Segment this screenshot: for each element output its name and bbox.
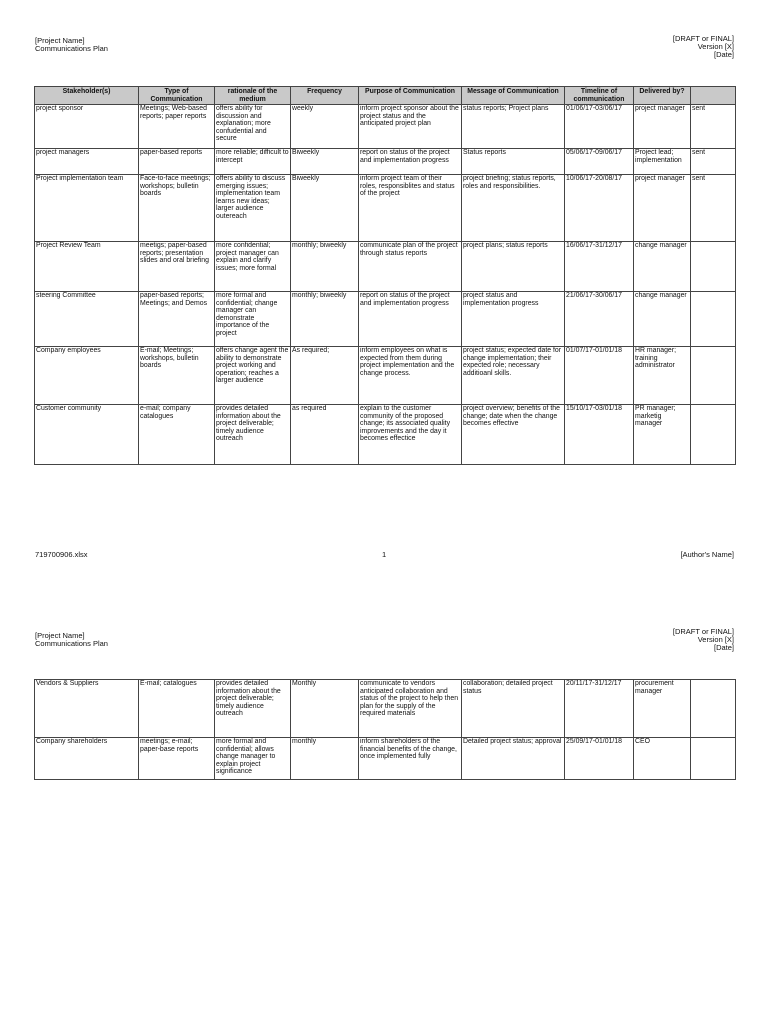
col-header: Message of Communication (462, 87, 565, 105)
table-cell: 21/06/17-30/06/17 (565, 292, 634, 347)
table-cell: Vendors & Suppliers (35, 680, 139, 738)
table-cell: Project Review Team (35, 242, 139, 292)
project-name: [Project Name] (35, 631, 85, 640)
table-cell: inform project sponsor about the project status and the anticipated project plan (359, 105, 462, 149)
table-cell: 01/07/17-01/01/18 (565, 347, 634, 405)
col-header: Purpose of Communication (359, 87, 462, 105)
doc-title: Communications Plan (35, 639, 108, 648)
table-cell: sent (691, 105, 736, 149)
table-cell: 15/10/17-03/01/18 (565, 405, 634, 465)
table-cell (691, 242, 736, 292)
table-cell: monthly (291, 738, 359, 780)
table-cell: 16/06/17-31/12/17 (565, 242, 634, 292)
table-cell: Company shareholders (35, 738, 139, 780)
table-cell: Company employees (35, 347, 139, 405)
table-body (35, 105, 736, 465)
page-2 (0, 600, 768, 1024)
table-cell: paper-based reports; Meetings; and Demos (139, 292, 215, 347)
table-row (35, 292, 736, 347)
table-cell: provides detailed information about the project deliverable; timely audience outreach (215, 405, 291, 465)
table-cell: offers ability for discussion and explanation; more confudential and secure (215, 105, 291, 149)
col-header: Stakeholder(s) (35, 87, 139, 105)
table-cell: 10/06/17-20/08/17 (565, 175, 634, 242)
table-cell: change manager (634, 242, 691, 292)
page-header-left (35, 37, 108, 53)
table-cell: e-mail; company catalogues (139, 405, 215, 465)
table-row (35, 105, 736, 149)
table-cell: 01/06/17-03/06/17 (565, 105, 634, 149)
table-cell: project briefing; status reports, roles and responsibilities. (462, 175, 565, 242)
table-cell: Status reports (462, 149, 565, 175)
doc-title: Communications Plan (35, 44, 108, 53)
footer-filename: 719700906.xlsx (35, 550, 88, 559)
table-cell: more formal and confidential; allows change manager to explain project significance (215, 738, 291, 780)
communications-table (34, 86, 736, 465)
table-cell: project manager (634, 175, 691, 242)
table-cell: procurement manager (634, 680, 691, 738)
table-cell: more reliable; difficult to intercept (215, 149, 291, 175)
table-cell: project plans; status reports (462, 242, 565, 292)
table-cell: as required (291, 405, 359, 465)
table-cell: more formal and confidential; change manager can demonstrate importance of the project (215, 292, 291, 347)
table-cell: provides detailed information about the project deliverable; timely audience outreach (215, 680, 291, 738)
table-cell: sent (691, 175, 736, 242)
table-cell: communicate plan of the project through status reports (359, 242, 462, 292)
table-cell: Biweekly (291, 149, 359, 175)
col-header (691, 87, 736, 105)
col-header: rationale of the medium (215, 87, 291, 105)
table-cell: Customer community (35, 405, 139, 465)
table-cell: As required; (291, 347, 359, 405)
table-cell: Project lead; implementation (634, 149, 691, 175)
table-cell: paper-based reports (139, 149, 215, 175)
table-cell: CEO (634, 738, 691, 780)
doc-status: [DRAFT or FINAL] (672, 34, 734, 43)
table-row (35, 738, 736, 780)
table-row (35, 347, 736, 405)
table-cell: project manager (634, 105, 691, 149)
doc-version: Version [X] (697, 42, 734, 51)
table-cell: Face-to-face meetings; workshops; bulletin boards (139, 175, 215, 242)
table-cell: offers ability to discuss emerging issues; implementation team learns new ideas; larger audience outereach (215, 175, 291, 242)
table-cell: Monthly (291, 680, 359, 738)
table-cell: project sponsor (35, 105, 139, 149)
col-header: Frequency (291, 87, 359, 105)
col-header: Timeline of communication (565, 87, 634, 105)
table-cell: communicate to vendors anticipated collaboration and status of the project to help then plan for the supply of the required materials (359, 680, 462, 738)
table-cell: explain to the customer community of the proposed change; its associated quality improvements and the day it becomes effectice (359, 405, 462, 465)
doc-date: [Date] (713, 50, 734, 59)
table-row (35, 242, 736, 292)
table-cell: Biweekly (291, 175, 359, 242)
table-cell: meetings; e-mail; paper-base reports (139, 738, 215, 780)
table-cell: project status; expected date for change implementation; their expected role; necessary additioanl skills. (462, 347, 565, 405)
table-cell: project managers (35, 149, 139, 175)
table-cell: more confidential; project manager can explain and clarify issues; more formal (215, 242, 291, 292)
table-cell: steering Committee (35, 292, 139, 347)
table-row (35, 149, 736, 175)
table-cell: 25/09/17-01/01/18 (565, 738, 634, 780)
table-cell: Detailed project status; approval (462, 738, 565, 780)
page-header-right (673, 35, 734, 59)
table-cell: change manager (634, 292, 691, 347)
doc-date: [Date] (713, 643, 734, 652)
table-cell: meetigs; paper-based reports; presentation slides and oral briefing (139, 242, 215, 292)
page-header-right (673, 628, 734, 652)
doc-version: Version [X] (697, 635, 734, 644)
table-cell: PR manager; marketig manager (634, 405, 691, 465)
table-cell: inform employees on what is expected from them during project implementation and the change process. (359, 347, 462, 405)
table-cell (691, 292, 736, 347)
table-cell: inform project team of their roles, responsiblites and status of the project (359, 175, 462, 242)
table-cell (691, 347, 736, 405)
table-cell: 05/06/17-09/06/17 (565, 149, 634, 175)
table-cell: Meetings; Web-based reports; paper reports (139, 105, 215, 149)
footer-page-number: 1 (382, 550, 387, 559)
col-header: Type of Communication (139, 87, 215, 105)
table-cell: collaboration; detailed project status (462, 680, 565, 738)
table-row (35, 405, 736, 465)
communications-table-continued (34, 679, 736, 780)
table-cell: HR manager; training administrator (634, 347, 691, 405)
table-cell: 20/11/17-31/12/17 (565, 680, 634, 738)
project-name: [Project Name] (35, 36, 85, 45)
table-cell: status reports; Project plans (462, 105, 565, 149)
footer-author: [Author's Name] (680, 550, 734, 559)
doc-status: [DRAFT or FINAL] (672, 627, 734, 636)
table-header-row (35, 87, 736, 105)
table-cell (691, 405, 736, 465)
table-cell: report on status of the project and implementation progress (359, 149, 462, 175)
table-row (35, 680, 736, 738)
table-cell: inform shareholders of the financial benefits of the change, once implemented fully (359, 738, 462, 780)
table-cell: E-mail; Meetings; workshops, bulletin boards (139, 347, 215, 405)
table-body (35, 680, 736, 780)
table-cell (691, 680, 736, 738)
table-row (35, 175, 736, 242)
table-cell: offers change agent the ability to demonstrate project working and operation; reaches a larger audience (215, 347, 291, 405)
table-cell: monthly; biweekly (291, 292, 359, 347)
page-header-left (35, 632, 108, 648)
col-header: Delivered by? (634, 87, 691, 105)
table-cell: Project implementation team (35, 175, 139, 242)
table-cell: weekly (291, 105, 359, 149)
table-cell: report on status of the project and implementation progress (359, 292, 462, 347)
table-cell: project overview; benefits of the change; date when the change becomes effective (462, 405, 565, 465)
table-cell: sent (691, 149, 736, 175)
table-cell: monthly; biweekly (291, 242, 359, 292)
table-cell: E-mail; catalogues (139, 680, 215, 738)
table-cell: project status and implementation progress (462, 292, 565, 347)
table-cell (691, 738, 736, 780)
